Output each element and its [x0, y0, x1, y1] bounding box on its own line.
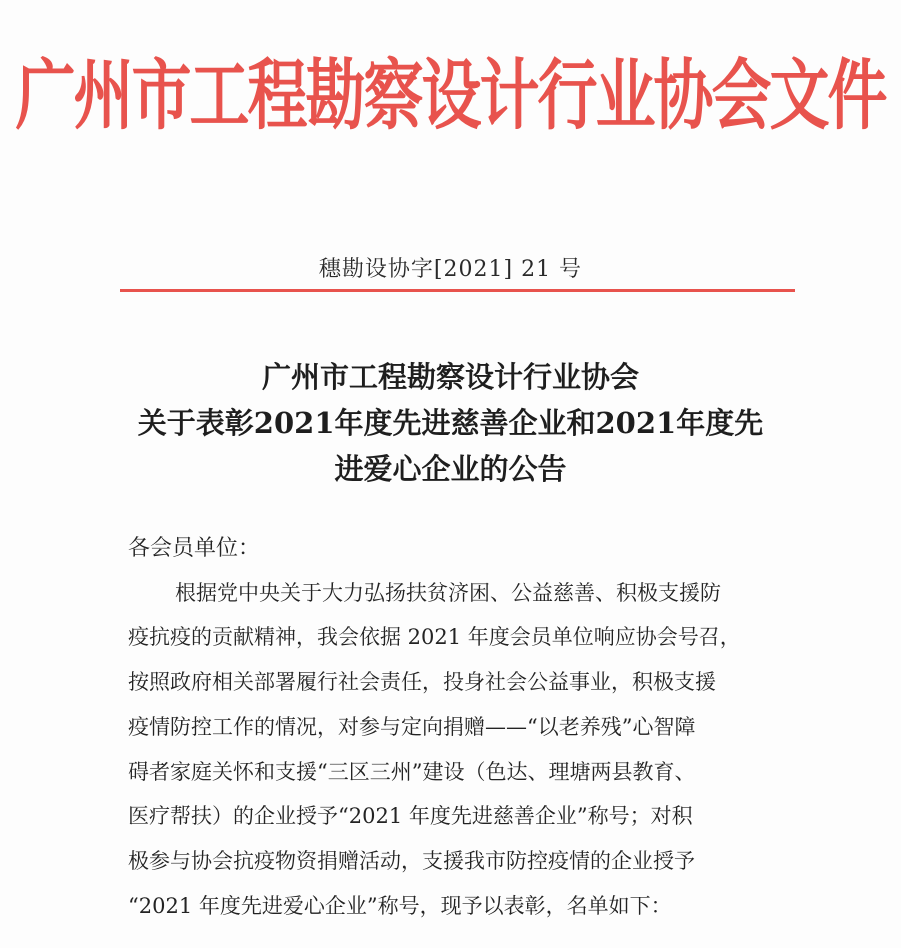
document-number: 穗勘设协字[2021] 21 号	[318, 257, 583, 282]
body-line-7: 极参与协会抗疫物资捐赠活动，支援我市防控疫情的企业授予	[128, 849, 695, 873]
masthead-title: 广州市工程勘察设计行业协会文件	[15, 51, 886, 142]
body-line-6: 医疗帮扶）的企业授予“2021 年度先进慈善企业”称号；对积	[128, 804, 693, 828]
salutation: 各会员单位：	[128, 536, 261, 561]
title-line-3: 进爱心企业的公告	[334, 452, 567, 486]
body-line-8: “2021 年度先进爱心企业”称号，现予以表彰，名单如下：	[128, 894, 672, 918]
body-line-5: 碍者家庭关怀和支援“三区三州”建设（色达、理塘两县教育、	[128, 760, 696, 784]
announcement-title	[0, 354, 901, 492]
title-line-2: 关于表彰2021年度先进慈善企业和2021年度先	[137, 406, 764, 440]
title-line-1: 广州市工程勘察设计行业协会	[261, 360, 639, 394]
red-divider-rule	[120, 289, 795, 292]
body-line-2: 疫抗疫的贡献精神，我会依据 2021 年度会员单位响应协会号召，	[128, 625, 741, 649]
body-line-1: 根据党中央关于大力弘扬扶贫济困、公益慈善、积极支援防	[175, 581, 721, 605]
body-line-3: 按照政府相关部署履行社会责任，投身社会公益事业，积极支援	[128, 670, 716, 694]
body-line-4: 疫情防控工作的情况，对参与定向捐赠——“以老养残”心智障	[128, 715, 696, 739]
